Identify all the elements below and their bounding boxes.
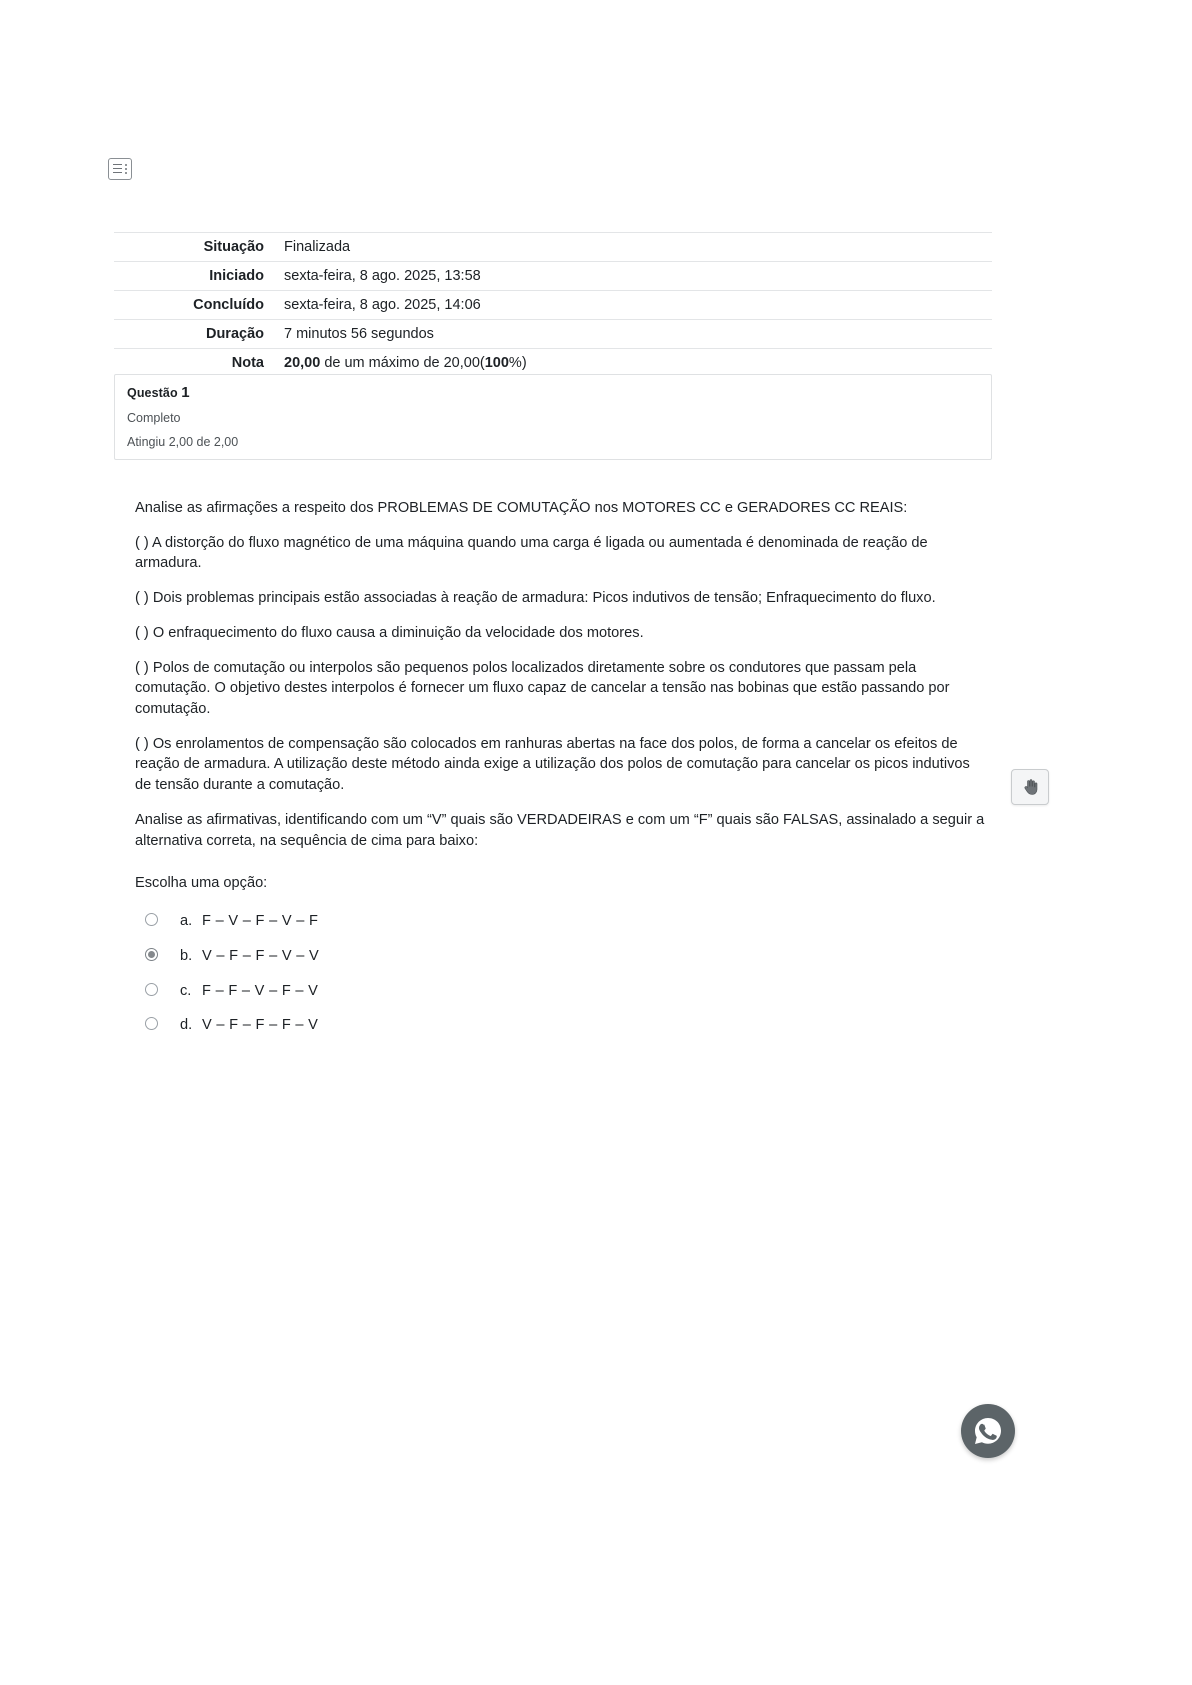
option-letter-c: c. (180, 982, 192, 999)
question-title-label: Questão (127, 386, 178, 400)
summary-label-duracao: Duração (205, 326, 264, 342)
question-info-box (114, 374, 992, 460)
option-letter-a: a. (180, 913, 193, 930)
summary-label-iniciado: Iniciado (209, 268, 264, 284)
option-b[interactable] (145, 939, 985, 974)
option-text-c: F – F – V – F – V (202, 982, 319, 999)
radio-d[interactable] (145, 1017, 158, 1030)
option-c[interactable] (145, 974, 985, 1009)
option-letter-d: d. (180, 1017, 193, 1034)
grade-value: 20,00 (284, 355, 321, 371)
summary-value-duracao: 7 minutos 56 segundos (284, 326, 434, 342)
question-statement-3: ( ) O enfraquecimento do fluxo causa a diminuição da velocidade dos motores. (135, 624, 644, 641)
table-row (114, 262, 992, 291)
grade-percent: 100 (484, 355, 509, 371)
quiz-navigation-icon[interactable] (108, 158, 132, 180)
question-statement-5: ( ) Os enrolamentos de compensação são colocados em ranhuras abertas na face dos polos, de forma a cancelar os efeitos de reação de armadura. A utilização deste método ainda exige a utilização dos polos de comutação para cancelar os picos indutivos de tensão durante a comutação. (135, 735, 970, 794)
answer-options (135, 904, 985, 1043)
icon-line (113, 164, 122, 165)
option-text-d: V – F – F – F – V (202, 1017, 319, 1034)
question-intro: Analise as afirmações a respeito dos PROBLEMAS DE COMUTAÇÃO nos MOTORES CC e GERADORES CC REAIS: (135, 500, 908, 516)
table-row (114, 233, 992, 262)
option-a[interactable] (145, 904, 985, 939)
whatsapp-icon (972, 1415, 1004, 1447)
summary-value-situacao: Finalizada (284, 239, 351, 255)
question-body (135, 498, 985, 1043)
icon-dots (125, 164, 127, 174)
radio-b[interactable] (145, 948, 158, 961)
option-text-b: V – F – F – V – V (202, 947, 320, 964)
question-marks: Atingiu 2,00 de 2,00 (127, 435, 239, 449)
question-statement-4: ( ) Polos de comutação ou interpolos são pequenos polos localizados diretamente sobre os condutores que passam pela comutação. O objetivo destes interpolos é fornecer um fluxo capaz de cancelar a tensão nas bobinas que estão passando por comutação. (135, 659, 950, 718)
option-d[interactable] (145, 1008, 985, 1043)
icon-line (113, 168, 122, 169)
choose-option-label: Escolha uma opção: (135, 875, 268, 892)
question-number: 1 (181, 384, 190, 401)
icon-line (113, 172, 122, 173)
summary-label-nota: Nota (231, 355, 264, 371)
question-statement-2: ( ) Dois problemas principais estão associadas à reação de armadura: Picos indutivos de tensão; Enfraquecimento do fluxo. (135, 590, 936, 607)
table-row (114, 291, 992, 320)
whatsapp-button[interactable] (961, 1404, 1015, 1458)
summary-value-concluido: sexta-feira, 8 ago. 2025, 14:06 (284, 297, 481, 313)
grade-percent-suffix: %) (508, 355, 527, 371)
question-statement-1: ( ) A distorção do fluxo magnético de uma máquina quando uma carga é ligada ou aumentada é denominada de reação de armadura. (135, 534, 928, 572)
hand-icon (1020, 777, 1040, 797)
summary-value-iniciado: sexta-feira, 8 ago. 2025, 13:58 (284, 268, 481, 284)
radio-a[interactable] (145, 913, 158, 926)
radio-c[interactable] (145, 983, 158, 996)
question-closing: Analise as afirmativas, identificando com um “V” quais são VERDADEIRAS e com um “F” quais são FALSAS, assinalado a seguir a alternativa correta, na sequência de cima para baixo: (135, 811, 985, 849)
table-row (114, 320, 992, 349)
attempt-summary-table (114, 232, 992, 378)
question-state: Completo (127, 411, 181, 425)
option-text-a: F – V – F – V – F (202, 913, 319, 930)
question-title (127, 384, 979, 401)
hand-icon-button[interactable] (1011, 769, 1049, 805)
option-letter-b: b. (180, 947, 193, 964)
summary-label-situacao: Situação (203, 239, 264, 255)
summary-label-concluido: Concluído (193, 297, 264, 313)
grade-max-text: de um máximo de 20,00( (320, 355, 485, 371)
